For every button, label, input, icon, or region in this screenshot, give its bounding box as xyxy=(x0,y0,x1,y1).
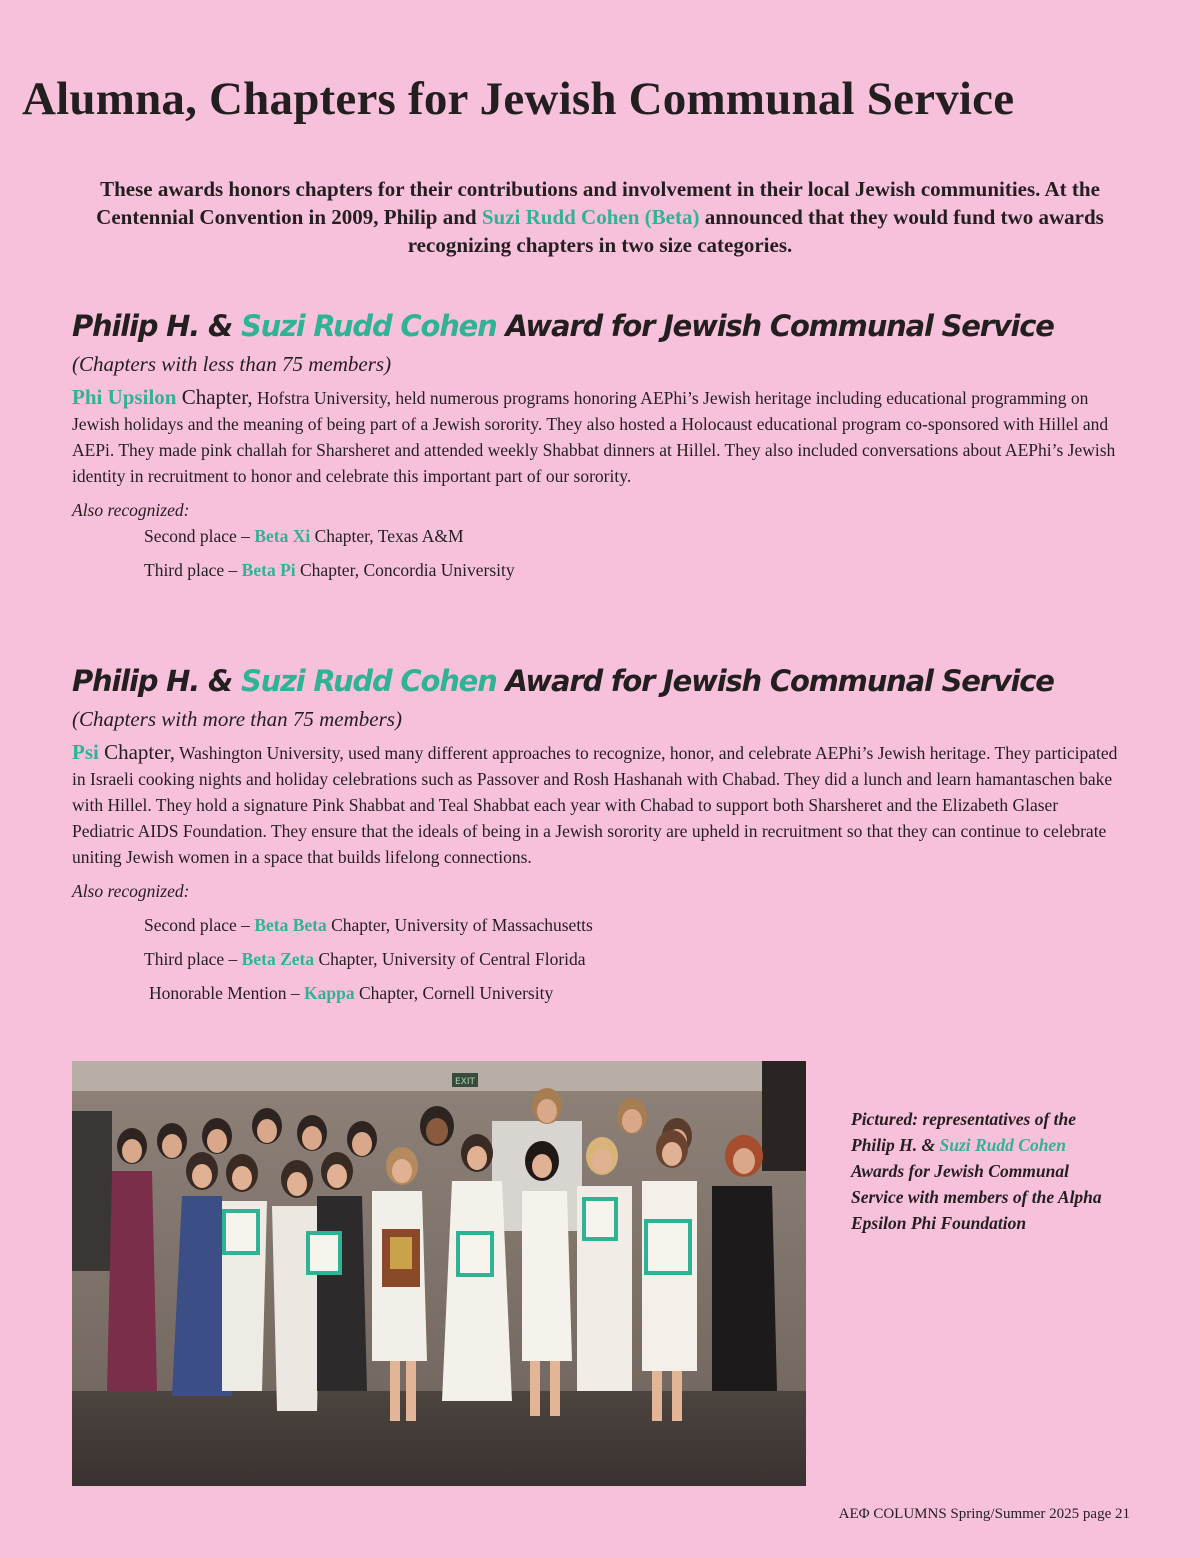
award-title-highlight: Suzi Rudd Cohen xyxy=(240,309,497,343)
group-photo xyxy=(72,1061,806,1486)
group-photo-illustration xyxy=(72,1061,806,1486)
recognized-item xyxy=(72,557,1122,583)
award-title-prefix: Philip H. & xyxy=(72,664,241,698)
size-category: (Chapters with more than 75 members) xyxy=(72,707,402,731)
award-title-highlight: Suzi Rudd Cohen xyxy=(240,664,497,698)
award-description xyxy=(72,739,1122,870)
caption-text: Pictured: representatives of the Philip H. & xyxy=(851,1109,1077,1155)
award-title xyxy=(72,661,1122,701)
exit-sign-text: EXIT xyxy=(454,1077,476,1087)
recognized-chapter: Beta Zeta xyxy=(241,949,315,969)
intro-highlight: Suzi Rudd Cohen (Beta) xyxy=(481,205,700,229)
recognized-place: Third place – xyxy=(144,949,242,969)
award-title-suffix: Award for Jewish Communal Service xyxy=(496,309,1054,343)
intro-paragraph xyxy=(60,175,1140,259)
recognized-place: Honorable Mention – xyxy=(149,983,305,1003)
recognized-item xyxy=(72,980,1122,1006)
recognized-school: Chapter, Concordia University xyxy=(295,560,515,580)
description-text: Hofstra University, held numerous programs honoring AEPhi’s Jewish heritage including educational programming on Jewish holidays and the meaning of being part of a Jewish sorority. They also hosted a Holocaust educational program co-sponsored with Hillel and AEPi. They made pink challah for Sharsheret and attended weekly Shabbat dinners at Hillel. They also included conversations about AEPhi’s Jewish identity in recruitment to honor and celebrate this important part of our sorority. xyxy=(72,388,1116,486)
recognized-chapter: Beta Beta xyxy=(254,915,327,935)
recognized-school: Chapter, Cornell University xyxy=(354,983,554,1003)
recognized-chapter: Beta Pi xyxy=(241,560,296,580)
recognized-item xyxy=(72,946,1122,972)
size-category: (Chapters with less than 75 members) xyxy=(72,352,392,376)
photo-caption xyxy=(851,1106,1121,1236)
recognized-item xyxy=(72,523,1122,549)
recognized-item xyxy=(72,912,1122,938)
award-title-prefix: Philip H. & xyxy=(72,309,241,343)
recognized-chapter: Kappa xyxy=(304,983,355,1003)
page-title: Alumna, Chapters for Jewish Communal Service xyxy=(22,73,1015,125)
recognized-place: Second place – xyxy=(144,915,255,935)
award-title-suffix: Award for Jewish Communal Service xyxy=(496,664,1054,698)
intro-text-end: announced that they would fund two awards recognizing chapters in two size categories. xyxy=(407,205,1104,257)
also-recognized-label: Also recognized: xyxy=(72,881,190,901)
page-footer: AEΦ COLUMNS Spring/Summer 2025 page 21 xyxy=(838,1506,1130,1522)
recognized-school: Chapter, Texas A&M xyxy=(310,526,464,546)
recognized-place: Second place – xyxy=(144,526,255,546)
award-small-chapters xyxy=(72,306,1122,583)
intro-text: These awards honors chapters for their contributions and involvement in their local Jewish communities. At the Centennial Convention in 2009, Philip and xyxy=(96,177,1100,229)
chapter-word: Chapter, xyxy=(98,740,175,764)
description-text: Washington University, used many different approaches to recognize, honor, and celebrate AEPhi’s Jewish heritage. They participated in Israeli cooking nights and holiday celebrations such as Passover and Rosh Hashanah with Chabad. They did a lunch and learn hamantaschen bake with Hillel. They hold a signature Pink Shabbat and Teal Shabbat each year with Chabad to support both Sharsheret and the Elizabeth Glaser Pediatric AIDS Foundation. They ensure that the ideals of being in a Jewish sorority are upheld in recruitment so that they can continue to celebrate uniting Jewish women in a space that builds lifelong connections. xyxy=(72,743,1118,867)
caption-text-end: Awards for Jewish Communal Service with members of the Alpha Epsilon Phi Foundation xyxy=(851,1161,1102,1233)
award-title xyxy=(72,306,1122,346)
recognized-school: Chapter, University of Central Florida xyxy=(314,949,586,969)
recognized-chapter: Beta Xi xyxy=(254,526,311,546)
award-description xyxy=(72,384,1122,489)
award-large-chapters xyxy=(72,661,1122,1006)
recognized-school: Chapter, University of Massachusetts xyxy=(326,915,593,935)
caption-highlight: Suzi Rudd Cohen xyxy=(939,1135,1066,1155)
recognized-place: Third place – xyxy=(144,560,242,580)
chapter-word: Chapter, xyxy=(176,385,253,409)
winner-chapter-name: Psi xyxy=(72,740,99,764)
winner-chapter-name: Phi Upsilon xyxy=(72,385,177,409)
also-recognized-label: Also recognized: xyxy=(72,500,190,520)
